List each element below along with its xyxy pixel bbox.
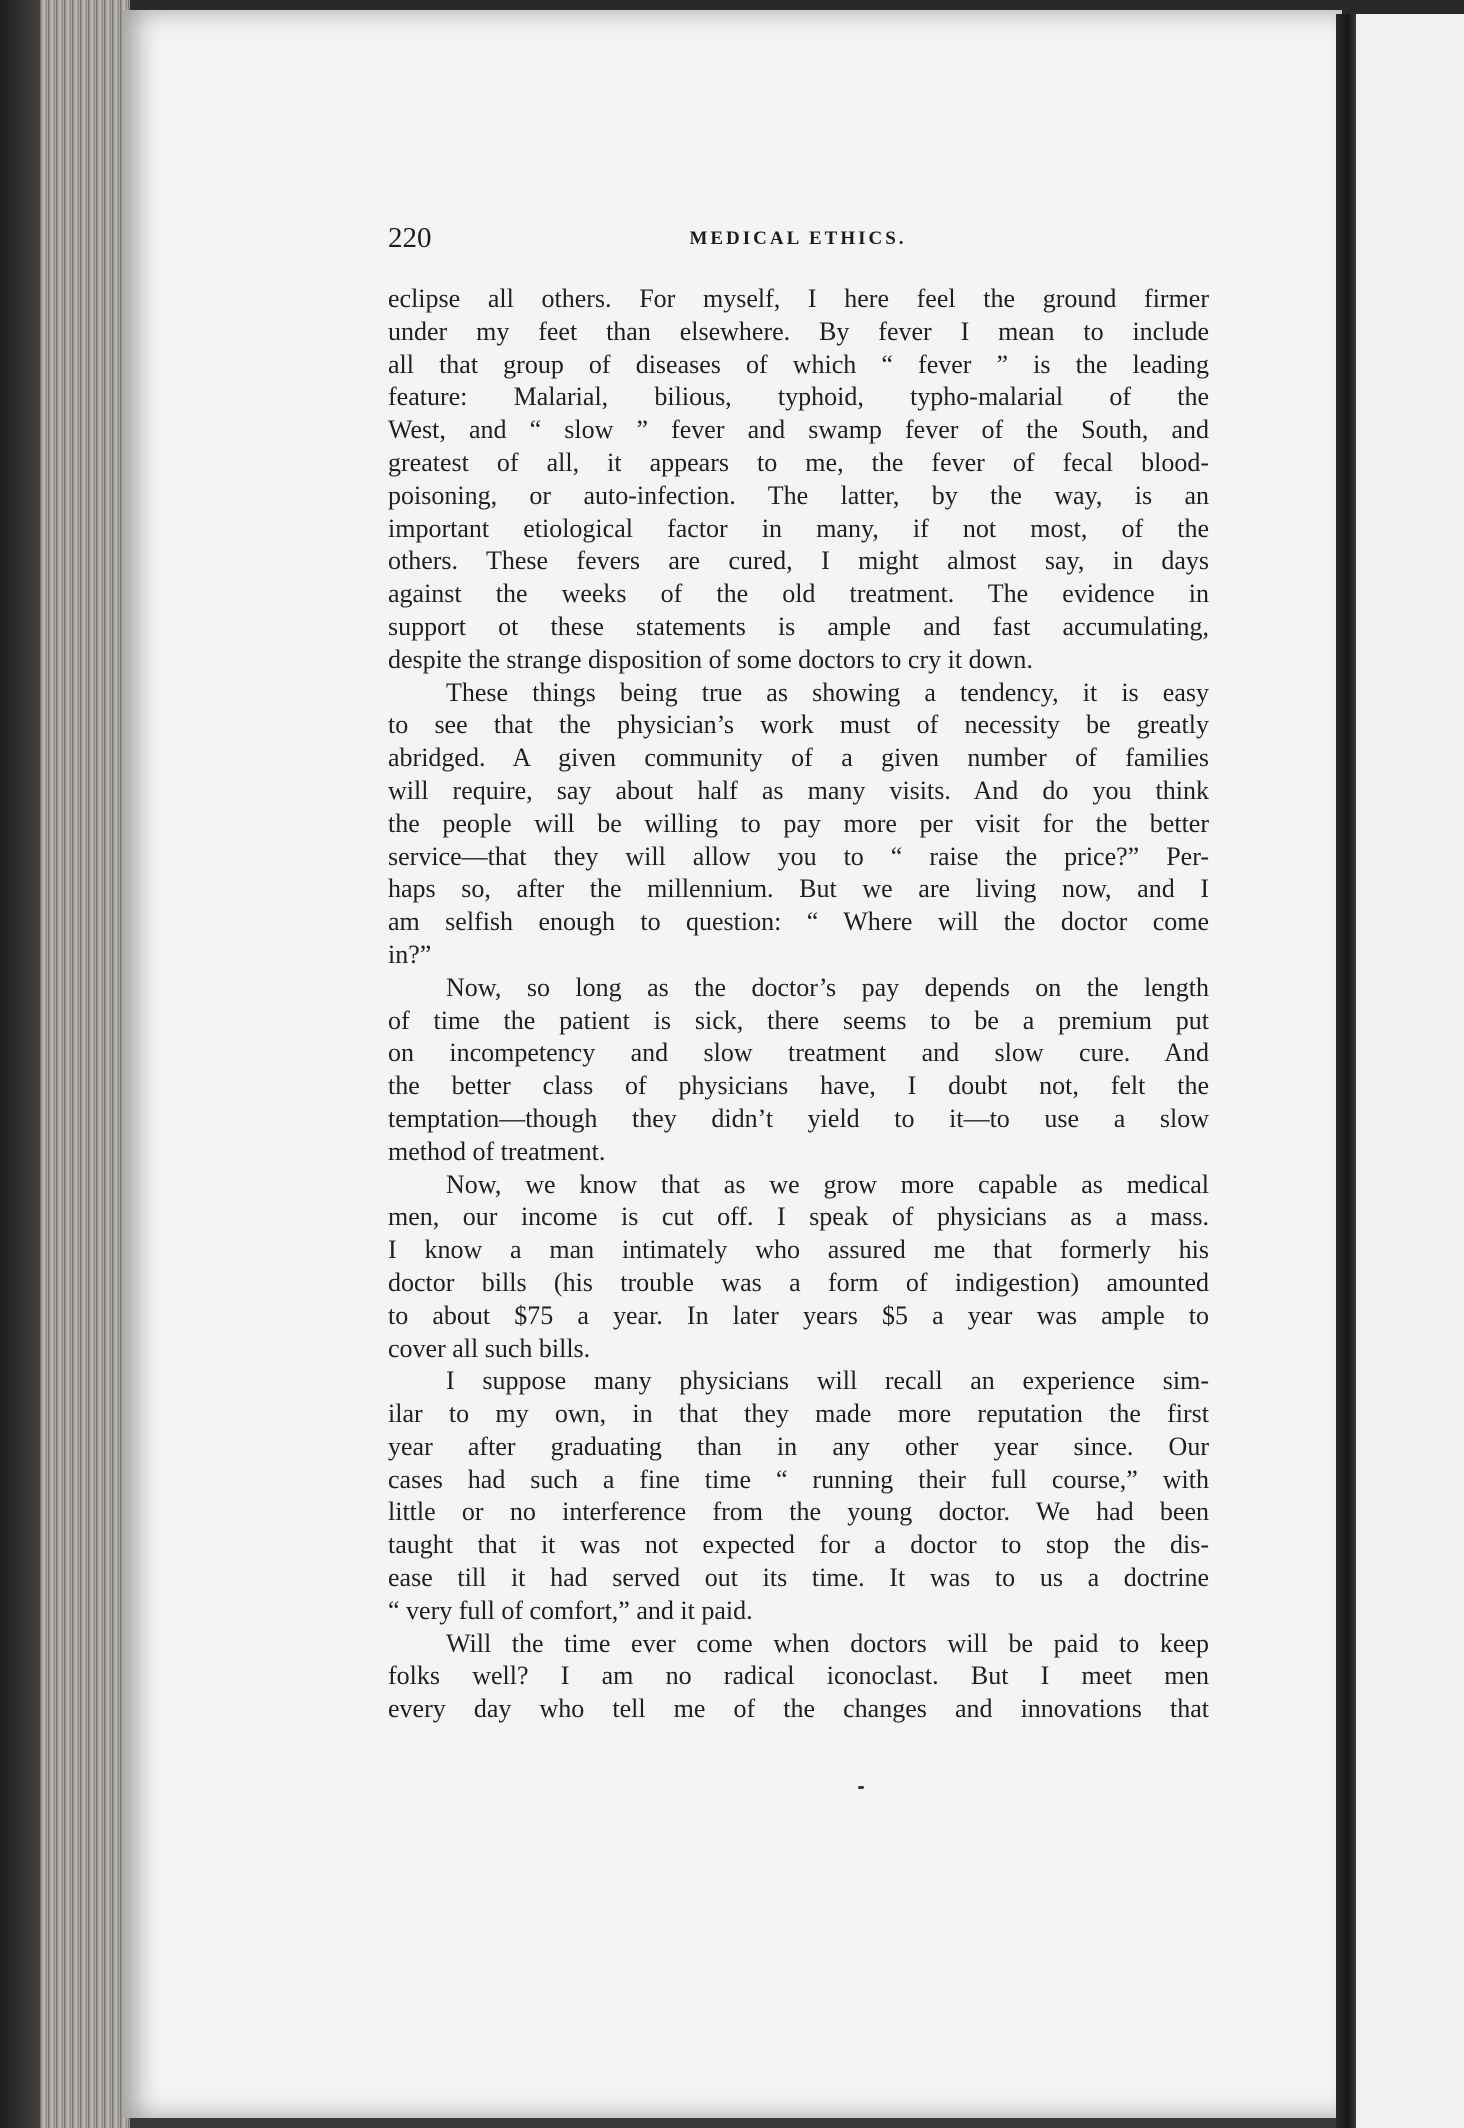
text-line: cover all such bills. xyxy=(388,1333,591,1363)
text-line: the people will be willing to pay more per visit for the better xyxy=(388,808,1209,838)
text-line: West, and “ slow ” fever and swamp fever of the South, and xyxy=(388,415,1209,445)
body-text xyxy=(388,283,1209,1726)
text-line: ilar to my own, in that they made more reputation the first xyxy=(388,1399,1209,1429)
text-line: men, our income is cut off. I speak of physicians as a mass. xyxy=(388,1202,1209,1232)
text-line: year after graduating than in any other year since. Our xyxy=(388,1431,1209,1461)
text-line: ease till it had served out its time. It was to us a doctrine xyxy=(388,1563,1209,1593)
text-line: others. These fevers are cured, I might almost say, in days xyxy=(388,546,1209,576)
text-line: These things being true as showing a tendency, it is easy xyxy=(446,677,1209,707)
text-line: against the weeks of the old treatment. The evidence in xyxy=(388,579,1209,609)
text-line: little or no interference from the young doctor. We had been xyxy=(388,1497,1209,1527)
text-line: will require, say about half as many visits. And do you think xyxy=(388,775,1209,805)
page-header xyxy=(388,222,1208,262)
text-line: in?” xyxy=(388,939,432,969)
text-line: every day who tell me of the changes and innovations that xyxy=(388,1694,1209,1724)
text-line: important etiological factor in many, if not most, of the xyxy=(388,513,1209,543)
text-line: I suppose many physicians will recall an experience sim- xyxy=(446,1366,1209,1396)
text-line: taught that it was not expected for a doctor to stop the dis- xyxy=(388,1530,1209,1560)
text-line: cases had such a fine time “ running their full course,” with xyxy=(388,1464,1209,1494)
text-line: folks well? I am no radical iconoclast. But I meet men xyxy=(388,1661,1209,1691)
text-line: despite the strange disposition of some doctors to cry it down. xyxy=(388,644,1033,674)
text-line: am selfish enough to question: “ Where will the doctor come xyxy=(388,907,1209,937)
ink-speck xyxy=(858,1786,864,1789)
text-line: haps so, after the millennium. But we are living now, and I xyxy=(388,874,1209,904)
running-head: MEDICAL ETHICS. xyxy=(689,228,907,249)
text-line: poisoning, or auto-infection. The latter, by the way, is an xyxy=(388,480,1209,510)
text-line: service—that they will allow you to “ raise the price?” Per- xyxy=(388,841,1209,871)
book-page-edges xyxy=(40,0,130,2128)
text-line: method of treatment. xyxy=(388,1136,606,1166)
text-line: on incompetency and slow treatment and slow cure. And xyxy=(388,1038,1209,1068)
text-line: doctor bills (his trouble was a form of indigestion) amounted xyxy=(388,1267,1209,1297)
text-line: temptation—though they didn’t yield to it—to use a slow xyxy=(388,1103,1209,1133)
page-number: 220 xyxy=(388,222,432,254)
text-line: Will the time ever come when doctors will be paid to keep xyxy=(446,1628,1209,1658)
gutter-shadow xyxy=(1336,14,1356,2128)
text-line: under my feet than elsewhere. By fever I mean to include xyxy=(388,316,1209,346)
text-line: eclipse all others. For myself, I here feel the ground firmer xyxy=(388,284,1209,313)
text-line: all that group of diseases of which “ fever ” is the leading xyxy=(388,349,1209,379)
text-line: to see that the physician’s work must of necessity be greatly xyxy=(388,710,1209,740)
text-line: “ very full of comfort,” and it paid. xyxy=(388,1595,753,1625)
text-line: I know a man intimately who assured me that formerly his xyxy=(388,1235,1209,1265)
text-line: feature: Malarial, bilious, typhoid, typho-malarial of the xyxy=(388,382,1209,412)
text-line: support ot these statements is ample and fast accumulating, xyxy=(388,611,1209,641)
text-line: Now, we know that as we grow more capable as medical xyxy=(446,1169,1209,1199)
text-line: to about $75 a year. In later years $5 a year was ample to xyxy=(388,1300,1209,1330)
text-line: of time the patient is sick, there seems to be a premium put xyxy=(388,1005,1209,1035)
text-line: greatest of all, it appears to me, the fever of fecal blood- xyxy=(388,447,1209,477)
text-line: Now, so long as the doctor’s pay depends on the length xyxy=(446,972,1209,1002)
text-line: the better class of physicians have, I doubt not, felt the xyxy=(388,1071,1209,1101)
text-line: abridged. A given community of a given number of families xyxy=(388,743,1209,773)
